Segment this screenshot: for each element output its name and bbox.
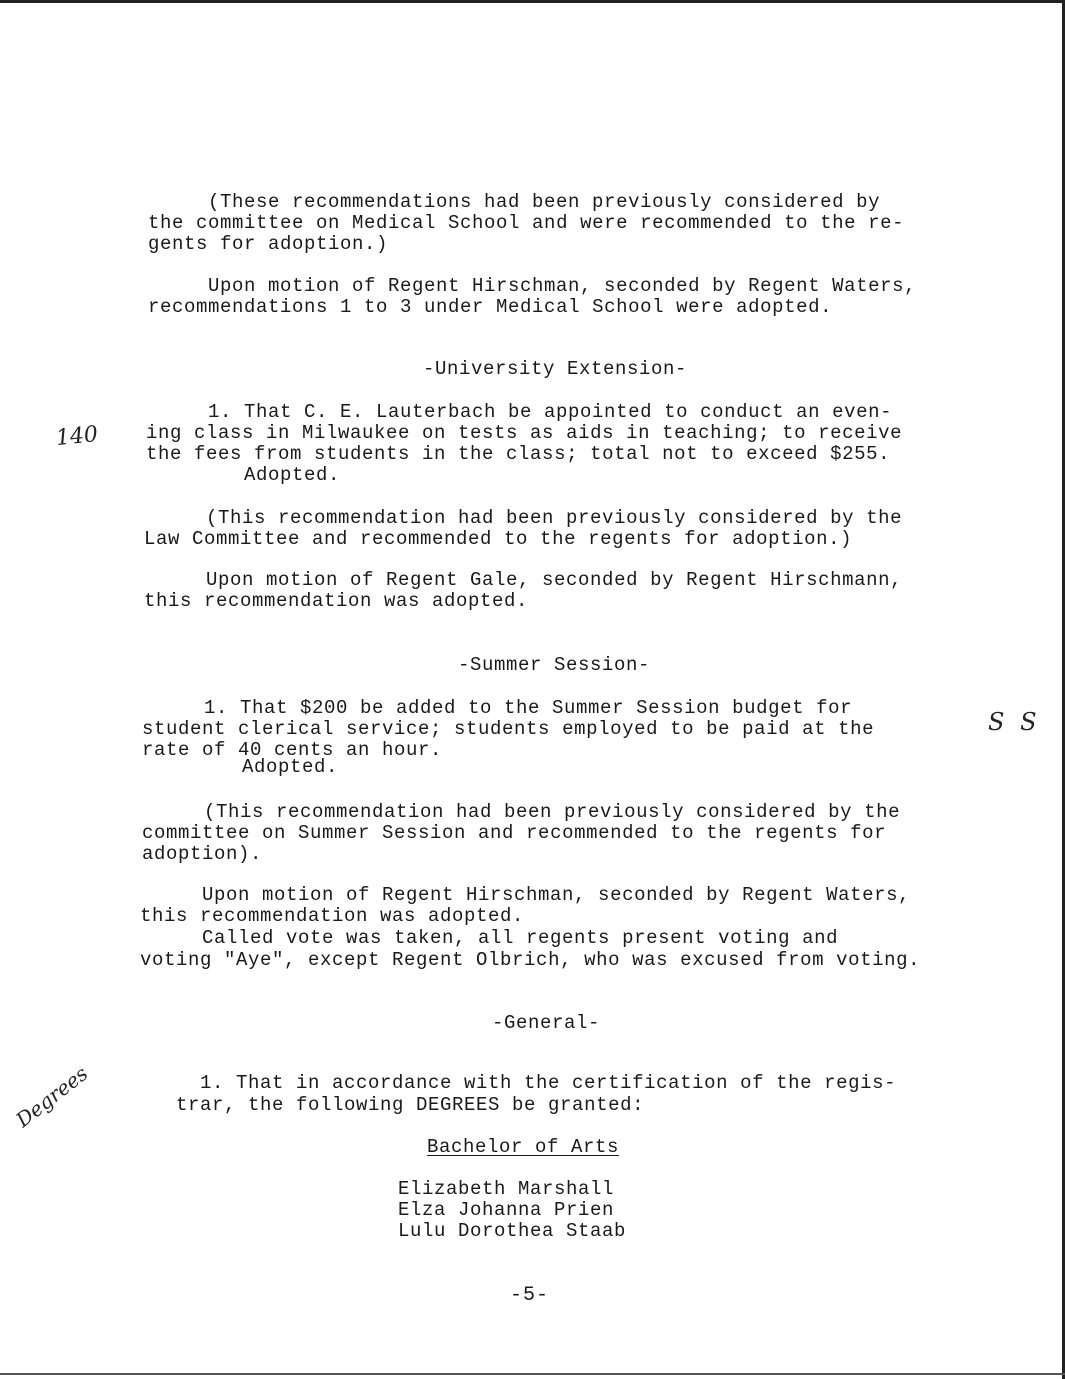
general-item-line-1: 1. That in accordance with the certification of the regis- (200, 1072, 897, 1094)
para6-line-2: this recommendation was adopted. (140, 905, 525, 927)
para6-line-3: Called vote was taken, all regents present voting and (202, 927, 839, 949)
para1-line-1: (These recommendations had been previously considered by (208, 191, 881, 213)
para6-line-1: Upon motion of Regent Hirschman, seconded by Regent Waters, (202, 884, 911, 906)
extension-item-line-2: ing class in Milwaukee on tests as aids in teaching; to receive (146, 422, 903, 444)
heading-general: -General- (492, 1012, 601, 1034)
para5-line-3: adoption). (142, 843, 263, 865)
para1-line-2: the committee on Medical School and were recommended to the re- (148, 212, 905, 234)
para2-line-2: recommendations 1 to 3 under Medical School were adopted. (148, 296, 833, 318)
para4-line-2: this recommendation was adopted. (144, 590, 529, 612)
extension-item-line-3: the fees from students in the class; total not to exceed $255. (146, 443, 891, 465)
summer-item-line-2: student clerical service; students employed to be paid at the (142, 718, 875, 740)
graduate-name: Elizabeth Marshall (398, 1178, 615, 1200)
graduate-name: Elza Johanna Prien (398, 1199, 615, 1221)
para2-line-1: Upon motion of Regent Hirschman, seconded by Regent Waters, (208, 275, 917, 297)
graduate-name: Lulu Dorothea Staab (398, 1220, 627, 1242)
para5-line-1: (This recommendation had been previously considered by the (204, 801, 901, 823)
margin-note-degrees: Degrees (11, 1061, 93, 1132)
extension-item-adopted: Adopted. (244, 464, 341, 486)
para1-line-3: gents for adoption.) (148, 233, 389, 255)
para3-line-1: (This recommendation had been previously considered by the (206, 507, 903, 529)
degree-heading: Bachelor of Arts (427, 1136, 620, 1158)
summer-item-adopted: Adopted. (242, 756, 339, 778)
margin-note-140: 140 (54, 421, 100, 452)
heading-university-extension: -University Extension- (423, 358, 688, 380)
extension-item-line-1: 1. That C. E. Lauterbach be appointed to conduct an even- (208, 401, 893, 423)
margin-note-ss: S S (988, 708, 1041, 736)
general-item-line-2: trar, the following DEGREES be granted: (176, 1094, 645, 1116)
summer-item-line-1: 1. That $200 be added to the Summer Session budget for (204, 697, 853, 719)
para5-line-2: committee on Summer Session and recommended to the regents for (142, 822, 887, 844)
page-number: -5- (510, 1284, 550, 1307)
page-edge-bottom (0, 1373, 1065, 1375)
summer-item-line-3: rate of 40 cents an hour. (142, 739, 443, 761)
para4-line-1: Upon motion of Regent Gale, seconded by Regent Hirschmann, (206, 569, 903, 591)
para6-line-4: voting "Aye", except Regent Olbrich, who was excused from voting. (140, 949, 921, 971)
para3-line-2: Law Committee and recommended to the regents for adoption.) (144, 528, 853, 550)
heading-summer-session: -Summer Session- (458, 654, 651, 676)
page-edge-top (0, 0, 1065, 3)
